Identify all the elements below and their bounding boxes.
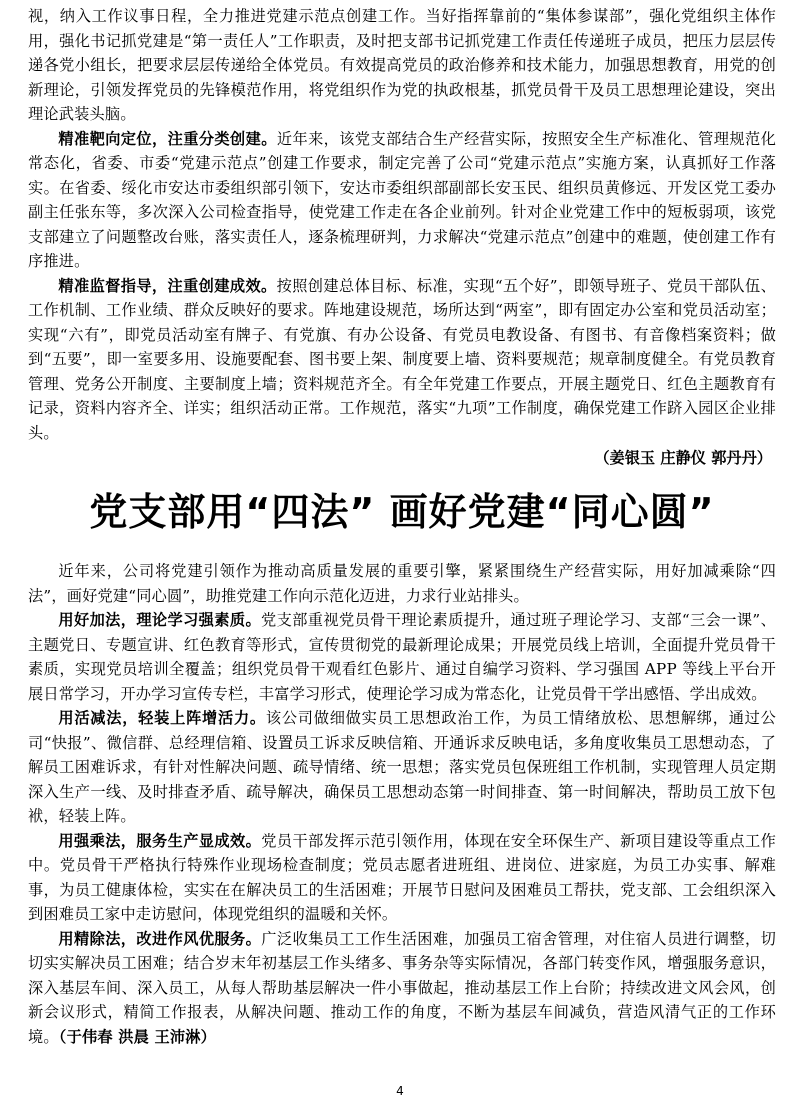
- paragraph-lead: 用活减法，轻装上阵增活力。: [58, 709, 266, 727]
- article1-signature: （姜银玉 庄静仪 郭丹丹）: [594, 449, 772, 467]
- paragraph-text: 该公司做细做实员工思想政治工作，为员工情绪放松、思想解绑，通过公司“快报”、微信群、总经理信箱、设置员工诉求反映信箱、开通诉求反映电话，多角度收集员工思想动态，了解员工困难诉求，有针对性解决问题、疏导情绪、统一思想；落实党员包保班组工作机制，实现管理人员定期深入生产一线、及时排查矛盾、疏导解决，确保员工思想动态第一时间排查、第一时间解决，帮助员工放下包袱，轻装上阵。: [28, 709, 776, 825]
- article2-signature: （于伟春 洪晨 王沛淋）: [58, 1027, 217, 1046]
- article2-paragraph-subtraction: [28, 706, 776, 829]
- article2-title: 党支部用“四法” 画好党建“同心圆”: [89, 490, 715, 534]
- paragraph-lead: 用强乘法，服务生产显成效。: [58, 831, 262, 850]
- article1-paragraph-supervision: [28, 274, 776, 446]
- paragraph-text: 近年来，该党支部结合生产经营实际，按照安全生产标准化、管理规范化常态化，省委、市委“党建示范点”创建工作要求，制定完善了公司“党建示范点”实施方案，认真抓好工作落实。在省委、绥化市安达市委组织部引领下，安达市委组织部副部长安玉民、组织员黄修远、开发区党工委办副主任张东等，多次深入公司检查指导，使党建工作走在各企业前列。针对企业党建工作中的短板弱项，该党支部建立了问题整改台账，落实责任人，逐条梳理研判，力求解决“党建示范点”创建中的难题，使创建工作有序推进。: [28, 129, 776, 270]
- paragraph-lead: 用好加法，理论学习强素质。: [58, 611, 262, 629]
- paragraph-text: 党员干部发挥示范引领作用，体现在安全环保生产、新项目建设等重点工作中。党员骨干严格执行特殊作业现场检查制度；党员志愿者进班组、进岗位、进家庭，为员工办实事、解难事，为员工健康体检，实实在在解决员工的生活困难；开展节日慰问及困难员工帮扶，党支部、工会组织深入到困难员工家中走访慰问，体现党组织的温暖和关怀。: [28, 831, 776, 923]
- article1-paragraph-targeting: [28, 127, 776, 274]
- paragraph-text: 广泛收集员工工作生活困难，加强员工宿舍管理，对住宿人员进行调整，切切实实解决员工困难；结合岁末年初基层工作头绪多、事务杂等实际情况，各部门转变作风，增强服务意识，深入基层车间、深入员工，从每人帮助基层解决一件小事做起，推动基层工作上台阶；持续改进文风会风，创新会议形式，精简工作报表，从解决问题、推动工作的角度，不断为基层车间减负，营造风清气正的工作环境。: [28, 929, 776, 1046]
- page-number: 4: [396, 1084, 404, 1098]
- document-page: [28, 4, 776, 1049]
- article2-paragraph-multiplication: [28, 829, 776, 927]
- paragraph-lead: 精准靶向定位，注重分类创建。: [58, 129, 277, 148]
- paragraph-text: 党支部重视党员骨干理论素质提升，通过班子理论学习、支部“三会一课”、主题党日、专题宣讲、红色教育等形式，宣传贯彻党的最新理论成果；开展党员线上培训，全面提升党员骨干素质，实现党员培训全覆盖；组织党员骨干观看红色影片、通过自编学习资料、学习强国 APP 等线上平台开展日常学习，开办学习宣传专栏，丰富学习形式，使理论学习成为常态化，让党员骨干学出感悟、学出成效。: [28, 611, 776, 703]
- paragraph-text: 按照创建总体目标、标准，实现“五个好”，即领导班子、党员干部队伍、工作机制、工作业绩、群众反映好的要求。阵地建设规范，场所达到“两室”，即有固定办公室和党员活动室；实现“六有”，即党员活动室有牌子、有党旗、有办公设备、有党员电教设备、有图书、有音像档案资料；做到“五要”，即一室要多用、设施要配套、图书要上架、制度要上墙、资料要规范；规章制度健全。有党员教育管理、党务公开制度、主要制度上墙；资料规范齐全。有全年党建工作要点，开展主题党日、红色主题教育有记录，资料内容齐全、详实；组织活动正常。工作规范，落实“九项”工作制度，确保党建工作跻入园区企业排头。: [28, 276, 776, 442]
- article2-intro: 近年来，公司将党建引领作为推动高质量发展的重要引擎，紧紧围绕生产经营实际，用好加减乘除“四法”，画好党建“同心圆”，助推党建工作向示范化迈进，力求行业站排头。: [28, 562, 776, 605]
- article1-paragraph-continued: 视，纳入工作议事日程，全力推进党建示范点创建工作。当好指挥靠前的“集体参谋部”，强化党组织主体作用，强化书记抓党建是“第一责任人”工作职责，及时把支部书记抓党建工作责任传递班子成员，把压力层层传递各党小组长，把要求层层传递给全体党员。有效提高党员的政治修养和技术能力，加强思想教育，用党的创新理论，引领发挥党员的先锋模范作用，将党组织作为党的执政根基，抓党员骨干及员工思想理论建设，突出理论武装头脑。: [28, 7, 776, 123]
- paragraph-lead: 精准监督指导，注重创建成效。: [58, 276, 277, 295]
- article2-paragraph-division: [28, 927, 776, 1050]
- article2-paragraph-addition: [28, 608, 776, 706]
- paragraph-lead: 用精除法，改进作风优服务。: [58, 929, 262, 948]
